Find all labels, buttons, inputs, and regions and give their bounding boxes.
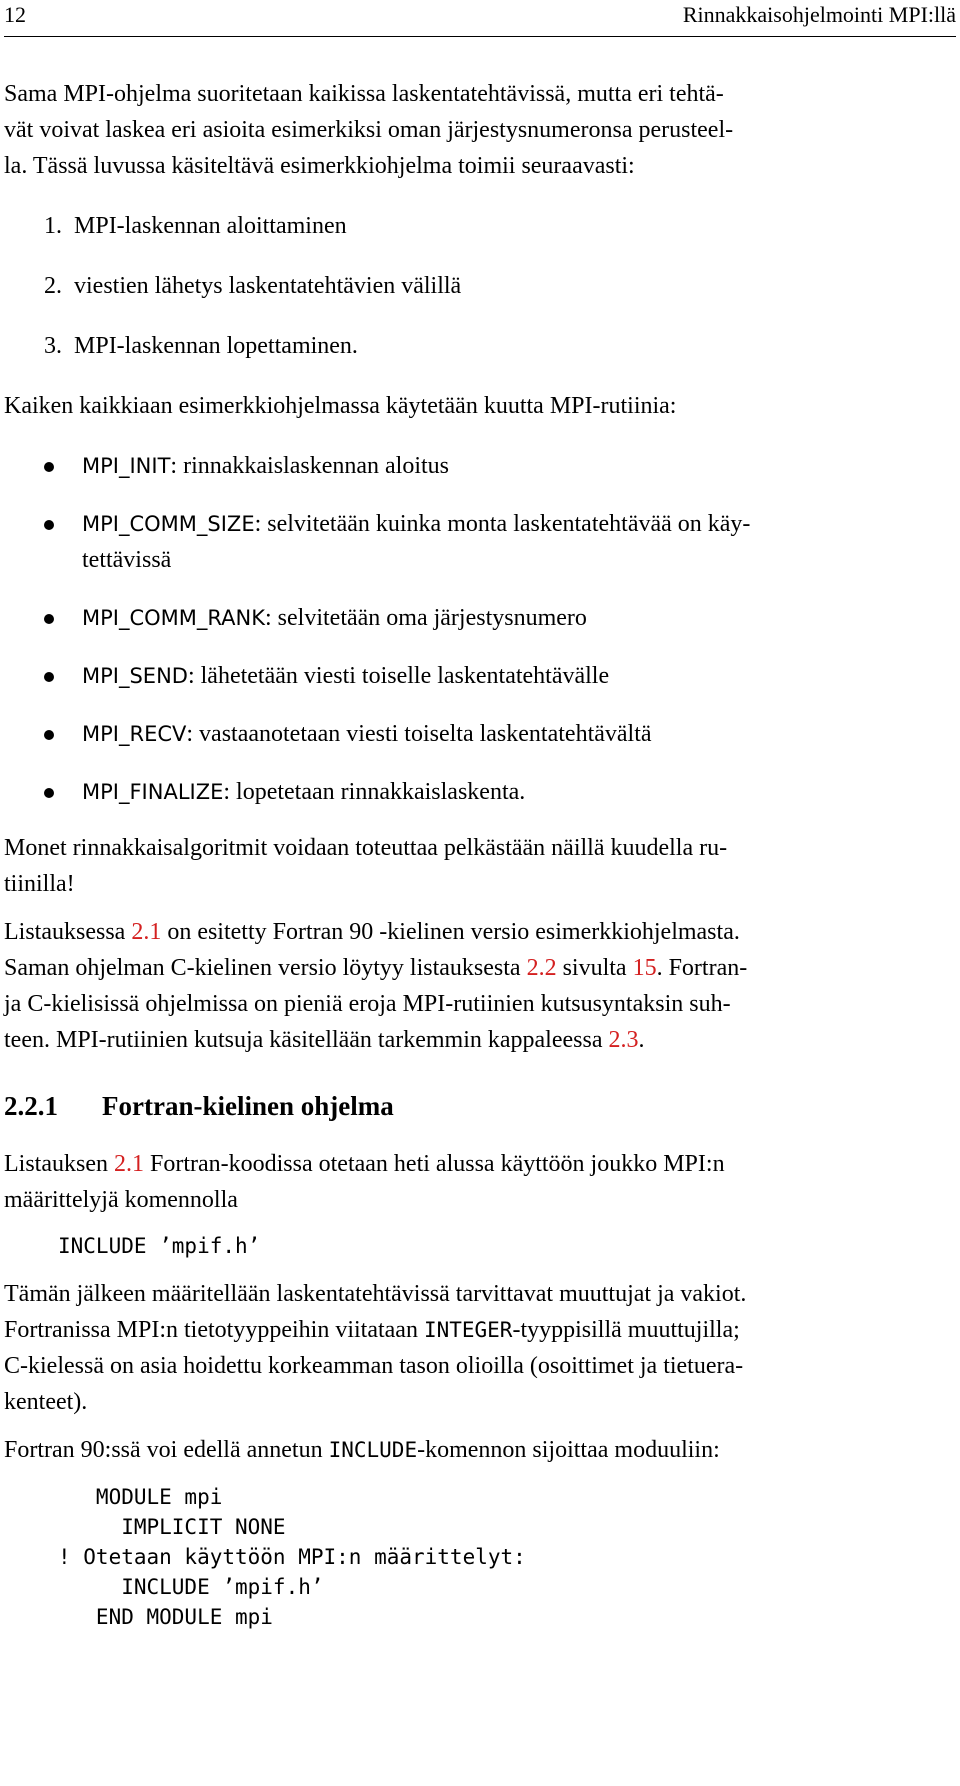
list-item: 1. MPI-laskennan aloittaminen bbox=[44, 213, 347, 239]
listing-ref-link[interactable]: 2.1 bbox=[131, 919, 162, 945]
section-ref-link[interactable]: 2.3 bbox=[608, 1027, 639, 1053]
code-include: INCLUDE ’mpif.h’ bbox=[58, 1234, 261, 1258]
code-line: END MODULE mpi bbox=[58, 1605, 273, 1629]
list-item: MPI_INIT: rinnakkaislaskennan aloitus bbox=[4, 448, 954, 484]
section-title: Fortran-kielinen ohjelma bbox=[102, 1091, 394, 1121]
list-item: MPI_SEND: lähetetään viesti toiselle laskentatehtävälle bbox=[4, 658, 954, 694]
running-title: Rinnakkaisohjelmointi MPI:llä bbox=[682, 2, 956, 27]
paragraph-listauksessa: Listauksessa 2.1 on esitetty Fortran 90 -kielinen versio esimerkkiohjelmasta. Saman ohjelman C-kielinen versio löytyy listauksesta 2.2 sivulta 15. Fortran- ja C-kielisissä ohjelmissa on pieniä eroja MPI-rutiinien kutsusyntaksin suh- teen. MPI-rutiinien kutsuja käsitellään tarkemmin kappaleessa 2.3. bbox=[4, 919, 748, 1053]
bullet-icon bbox=[44, 788, 54, 798]
page-content bbox=[4, 76, 954, 1632]
steps-list bbox=[4, 208, 954, 364]
section-heading bbox=[4, 1088, 954, 1124]
bullet-icon bbox=[44, 672, 54, 682]
list-item: MPI_COMM_SIZE: selvitetään kuinka monta laskentatehtävää on käy- tettävissä bbox=[4, 506, 954, 578]
page-header bbox=[4, 0, 956, 37]
code-line: INCLUDE ’mpif.h’ bbox=[58, 1575, 324, 1599]
page-number: 12 bbox=[4, 2, 26, 27]
listing-ref-link[interactable]: 2.2 bbox=[526, 955, 557, 981]
code-module-block bbox=[58, 1482, 954, 1632]
bullet-icon bbox=[44, 462, 54, 472]
code-line: MODULE mpi bbox=[58, 1485, 223, 1509]
paragraph-fortran90: Fortran 90:ssä voi edellä annetun INCLUDE-komennon sijoittaa moduuliin: bbox=[4, 1437, 720, 1463]
routines-list bbox=[4, 448, 954, 810]
list-item: MPI_FINALIZE: lopetetaan rinnakkaislaskenta. bbox=[4, 774, 954, 810]
listing-ref-link[interactable]: 2.1 bbox=[113, 1151, 144, 1177]
list-item: 3. MPI-laskennan lopettaminen. bbox=[44, 333, 358, 359]
bullet-icon bbox=[44, 520, 54, 530]
list-item: MPI_COMM_RANK: selvitetään oma järjestysnumero bbox=[4, 600, 954, 636]
section-number: 2.2.1 bbox=[4, 1091, 58, 1121]
paragraph-monet: Monet rinnakkaisalgoritmit voidaan toteuttaa pelkästään näillä kuudella ru- tiinilla! bbox=[4, 835, 728, 897]
code-line: ! Otetaan käyttöön MPI:n määrittelyt: bbox=[58, 1545, 526, 1569]
bullet-icon bbox=[44, 730, 54, 740]
list-item: MPI_RECV: vastaanotetaan viesti toiselta laskentatehtävältä bbox=[4, 716, 954, 752]
paragraph-listauksen: Listauksen 2.1 Fortran-koodissa otetaan heti alussa käyttöön joukko MPI:n määrittelyjä komennolla bbox=[4, 1151, 725, 1213]
code-line: IMPLICIT NONE bbox=[58, 1515, 286, 1539]
list-item: 2. viestien lähetys laskentatehtävien välillä bbox=[44, 273, 462, 299]
intro-paragraph: Sama MPI-ohjelma suoritetaan kaikissa laskentatehtävissä, mutta eri tehtä- vät voivat laskea eri asioita esimerkiksi oman järjestysnumeronsa perusteel- la. Tässä luvussa käsiteltävä esimerkkiohjelma toimii seuraavasti: bbox=[4, 81, 734, 179]
bullet-icon bbox=[44, 614, 54, 624]
routines-intro: Kaiken kaikkiaan esimerkkiohjelmassa käytetään kuutta MPI-rutiinia: bbox=[4, 393, 677, 419]
page-ref-link[interactable]: 15 bbox=[632, 955, 657, 981]
paragraph-taman: Tämän jälkeen määritellään laskentatehtävissä tarvittavat muuttujat ja vakiot. Fortranissa MPI:n tietotyyppeihin viitataan INTEGER-tyyppisillä muuttujilla; C-kielessä on asia hoidettu korkeamman tason olioilla (osoittimet ja tietuera- kenteet). bbox=[4, 1281, 747, 1415]
